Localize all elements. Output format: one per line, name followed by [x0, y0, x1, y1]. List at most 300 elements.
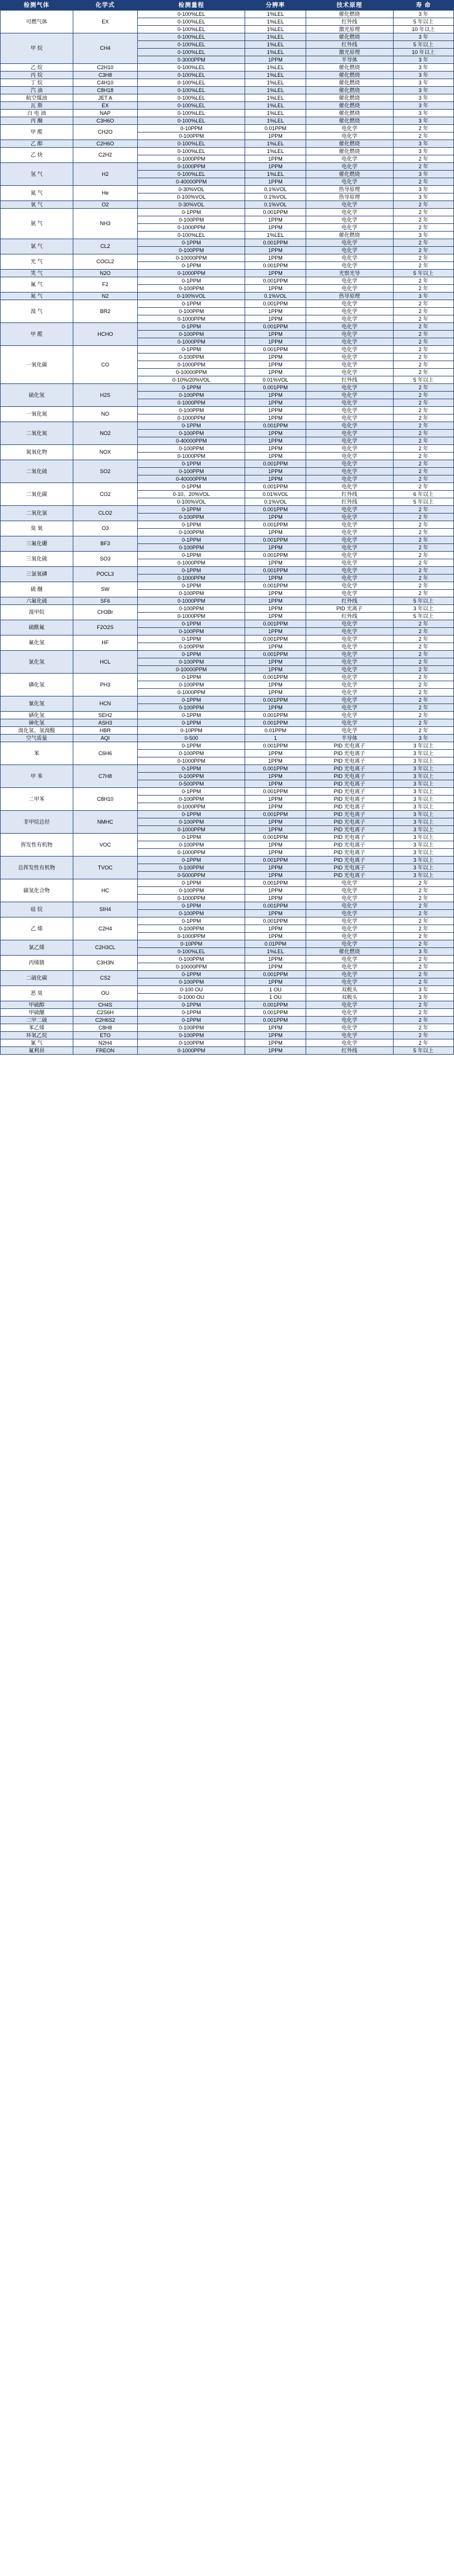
technology-cell: 电化学 [306, 315, 393, 323]
lifetime-cell: 2 年 [393, 331, 453, 338]
gas-name-cell: 环氧乙烷 [1, 1032, 73, 1039]
resolution-cell: 1%LEL [245, 79, 306, 87]
chemical-formula-cell: H2 [73, 163, 137, 186]
technology-cell: 电化学 [306, 422, 393, 430]
technology-cell: 电化学 [306, 620, 393, 628]
table-row [1, 742, 454, 750]
range-cell: 0-100PPM [137, 887, 245, 895]
resolution-cell: 1PPM [245, 361, 306, 369]
resolution-cell: 1PPM [245, 681, 306, 689]
chemical-formula-cell: COCL2 [73, 254, 137, 270]
lifetime-cell: 2 年 [393, 315, 453, 323]
technology-cell: 电化学 [306, 712, 393, 719]
table-row [1, 582, 454, 590]
resolution-cell: 1PPM [245, 453, 306, 460]
resolution-cell: 1PPM [245, 430, 306, 437]
lifetime-cell: 3 年 [393, 11, 453, 18]
chemical-formula-cell: N2O [73, 270, 137, 277]
table-row [1, 125, 454, 132]
technology-cell: 电化学 [306, 727, 393, 735]
range-cell: 0-1PPM [137, 582, 245, 590]
lifetime-cell: 2 年 [393, 575, 453, 582]
range-cell: 0-100PPM [137, 407, 245, 414]
technology-cell: PID 光电离子 [306, 857, 393, 864]
lifetime-cell: 2 年 [393, 132, 453, 140]
range-cell: 0-1PPM [137, 811, 245, 818]
lifetime-cell: 2 年 [393, 658, 453, 666]
technology-cell: 电化学 [306, 506, 393, 514]
lifetime-cell: 3 年 [393, 232, 453, 239]
range-cell: 0-10、20%VOL [137, 491, 245, 498]
lifetime-cell: 2 年 [393, 216, 453, 224]
lifetime-cell: 2 年 [393, 895, 453, 902]
technology-cell: 电化学 [306, 658, 393, 666]
gas-name-cell: 硫化氢 [1, 384, 73, 407]
range-cell: 0-100PPM [137, 681, 245, 689]
gas-name-cell: 碳氢化合物 [1, 879, 73, 902]
chemical-formula-cell: C8H8 [73, 1024, 137, 1032]
chemical-formula-cell: C8H18 [73, 87, 137, 94]
resolution-cell: 0.001PPM [245, 460, 306, 468]
lifetime-cell: 2 年 [393, 933, 453, 940]
range-cell: 0-100PPM [137, 643, 245, 651]
range-cell: 0-100PPM [137, 529, 245, 536]
technology-cell: 电化学 [306, 1039, 393, 1047]
table-row [1, 209, 454, 216]
gas-name-cell: 溴甲烷 [1, 605, 73, 620]
chemical-formula-cell: C3H3N [73, 956, 137, 971]
resolution-cell: 0.001PPM [245, 971, 306, 978]
technology-cell: 电化学 [306, 475, 393, 483]
range-cell: 0-100PPM [137, 658, 245, 666]
lifetime-cell: 2 年 [393, 430, 453, 437]
table-row [1, 94, 454, 102]
table-row [1, 445, 454, 453]
technology-cell: 电化学 [306, 1009, 393, 1017]
range-cell: 0-100PPM [137, 925, 245, 933]
resolution-cell: 0.001PPM [245, 567, 306, 575]
technology-cell: 电化学 [306, 338, 393, 346]
table-row [1, 971, 454, 978]
range-cell: 0-100PPM [137, 773, 245, 780]
resolution-cell: 1PPM [245, 872, 306, 879]
lifetime-cell: 2 年 [393, 559, 453, 567]
resolution-cell: 1PPM [245, 910, 306, 917]
resolution-cell: 0.001PPM [245, 917, 306, 925]
table-row [1, 651, 454, 658]
technology-cell: 电化学 [306, 407, 393, 414]
resolution-cell: 0.001PPM [245, 1017, 306, 1024]
technology-cell: 电化学 [306, 696, 393, 704]
range-cell: 0-1PPM [137, 674, 245, 681]
lifetime-cell: 3 年以上 [393, 765, 453, 773]
resolution-cell: 1PPM [245, 1032, 306, 1039]
chemical-formula-cell: SO3 [73, 552, 137, 567]
lifetime-cell: 3 年 [393, 171, 453, 178]
resolution-cell: 0.001PPM [245, 536, 306, 544]
range-cell: 0-100%LEL [137, 64, 245, 72]
resolution-cell: 1%LEL [245, 171, 306, 178]
resolution-cell: 1PPM [245, 613, 306, 620]
gas-name-cell: 乙 烯 [1, 917, 73, 940]
range-cell: 0-100PPM [137, 468, 245, 475]
range-cell: 0-100%LEL [137, 110, 245, 117]
technology-cell: 电化学 [306, 902, 393, 910]
technology-cell: 电化学 [306, 247, 393, 254]
resolution-cell: 0.001PPM [245, 788, 306, 796]
range-cell: 0-100PPM [137, 841, 245, 849]
resolution-cell: 0.001PPM [245, 674, 306, 681]
chemical-formula-cell: HBR [73, 727, 137, 735]
technology-cell: 电化学 [306, 666, 393, 674]
lifetime-cell: 2 年 [393, 224, 453, 232]
lifetime-cell: 2 年 [393, 887, 453, 895]
lifetime-cell: 2 年 [393, 620, 453, 628]
lifetime-cell: 3 年以上 [393, 826, 453, 834]
resolution-cell: 1%LEL [245, 110, 306, 117]
lifetime-cell: 2 年 [393, 308, 453, 315]
resolution-cell: 0.001PPM [245, 651, 306, 658]
range-cell: 0-1000PPM [137, 613, 245, 620]
technology-cell: 电化学 [306, 674, 393, 681]
gas-name-cell: 苯 [1, 742, 73, 765]
range-cell: 0-100PPM [137, 796, 245, 803]
technology-cell: PID 光电离子 [306, 773, 393, 780]
lifetime-cell: 3 年 [393, 994, 453, 1001]
technology-cell: 电化学 [306, 1032, 393, 1039]
lifetime-cell: 2 年 [393, 552, 453, 559]
resolution-cell: 0.01PPM [245, 727, 306, 735]
lifetime-cell: 5 年以上 [393, 1047, 453, 1055]
chemical-formula-cell: ETO [73, 1032, 137, 1039]
chemical-formula-cell: H2S [73, 384, 137, 407]
gas-name-cell: 氯 气 [1, 239, 73, 254]
lifetime-cell: 2 年 [393, 1024, 453, 1032]
gas-name-cell: 航空煤油 [1, 94, 73, 102]
table-row [1, 597, 454, 605]
resolution-cell: 1PPM [245, 529, 306, 536]
table-row [1, 277, 454, 285]
technology-cell: 电化学 [306, 331, 393, 338]
technology-cell: 电化学 [306, 559, 393, 567]
table-row [1, 293, 454, 300]
technology-cell: PID 光电离子 [306, 750, 393, 757]
technology-cell: 电化学 [306, 1024, 393, 1032]
chemical-formula-cell: NMHC [73, 811, 137, 834]
resolution-cell: 0.1%VOL [245, 186, 306, 193]
table-row [1, 986, 454, 994]
gas-name-cell: 汽 油 [1, 87, 73, 94]
table-row [1, 811, 454, 818]
range-cell: 0-1PPM [137, 834, 245, 841]
lifetime-cell: 2 年 [393, 719, 453, 727]
resolution-cell: 0.001PPM [245, 902, 306, 910]
resolution-cell: 1PPM [245, 407, 306, 414]
technology-cell: 半导体 [306, 56, 393, 64]
table-row [1, 384, 454, 392]
lifetime-cell: 2 年 [393, 125, 453, 132]
resolution-cell: 1PPM [245, 704, 306, 712]
lifetime-cell: 2 年 [393, 262, 453, 270]
lifetime-cell: 2 年 [393, 178, 453, 186]
gas-name-cell: 臭 氧 [1, 521, 73, 536]
lifetime-cell: 6 年以上 [393, 491, 453, 498]
technology-cell: 电化学 [306, 719, 393, 727]
technology-cell: 电化学 [306, 963, 393, 971]
chemical-formula-cell: HCN [73, 696, 137, 712]
resolution-cell: 1PPM [245, 331, 306, 338]
gas-name-cell: 二氧化氮 [1, 422, 73, 445]
technology-cell: 电化学 [306, 940, 393, 948]
resolution-cell: 1%LEL [245, 41, 306, 49]
resolution-cell: 1PPM [245, 308, 306, 315]
technology-cell: 电化学 [306, 933, 393, 940]
lifetime-cell: 10 年以上 [393, 26, 453, 33]
table-row [1, 536, 454, 544]
resolution-cell: 1%LEL [245, 33, 306, 41]
range-cell: 0-1PPM [137, 1009, 245, 1017]
technology-cell: 电化学 [306, 430, 393, 437]
chemical-formula-cell: CLO2 [73, 506, 137, 521]
lifetime-cell: 2 年 [393, 674, 453, 681]
range-cell: 0-100%LEL [137, 171, 245, 178]
technology-cell: 电化学 [306, 262, 393, 270]
lifetime-cell: 2 年 [393, 681, 453, 689]
lifetime-cell: 2 年 [393, 712, 453, 719]
table-row [1, 163, 454, 171]
technology-cell: 电化学 [306, 529, 393, 536]
lifetime-cell: 2 年 [393, 590, 453, 597]
resolution-cell: 1 OU [245, 994, 306, 1001]
lifetime-cell: 3 年 [393, 56, 453, 64]
table-row [1, 186, 454, 193]
range-cell: 0-500 [137, 735, 245, 742]
resolution-cell: 0.1%VOL [245, 498, 306, 506]
technology-cell: 电化学 [306, 460, 393, 468]
column-header-technology: 技术原理 [306, 1, 393, 11]
range-cell: 0-100%LEL [137, 26, 245, 33]
range-cell: 0-100PPM [137, 132, 245, 140]
technology-cell: 电化学 [306, 910, 393, 917]
range-cell: 0-1000PPM [137, 414, 245, 422]
range-cell: 0-100PPM [137, 590, 245, 597]
gas-name-cell: 白 电 油 [1, 110, 73, 117]
table-row [1, 1024, 454, 1032]
resolution-cell: 0.001PPM [245, 300, 306, 308]
chemical-formula-cell: HC [73, 879, 137, 902]
gas-name-cell: 瓦 斯 [1, 102, 73, 110]
resolution-cell: 0.001PPM [245, 834, 306, 841]
lifetime-cell: 2 年 [393, 201, 453, 209]
technology-cell: PID 光电离子 [306, 811, 393, 818]
resolution-cell: 0.001PPM [245, 811, 306, 818]
table-row [1, 696, 454, 704]
range-cell: 0-100PPM [137, 605, 245, 613]
lifetime-cell: 2 年 [393, 704, 453, 712]
chemical-formula-cell: HCHO [73, 323, 137, 346]
range-cell: 0-1PPM [137, 635, 245, 643]
technology-cell: 电化学 [306, 575, 393, 582]
chemical-formula-cell: C7H8 [73, 765, 137, 788]
technology-cell: 电化学 [306, 917, 393, 925]
lifetime-cell: 2 年 [393, 369, 453, 376]
lifetime-cell: 2 年 [393, 529, 453, 536]
resolution-cell: 1PPM [245, 155, 306, 163]
range-cell: 0-1PPM [137, 277, 245, 285]
technology-cell: 电化学 [306, 445, 393, 453]
resolution-cell: 1PPM [245, 437, 306, 445]
technology-cell: PID 光电离子 [306, 834, 393, 841]
range-cell: 0-100 OU [137, 986, 245, 994]
gas-name-cell: 一氧化氮 [1, 407, 73, 422]
gas-name-cell: 总挥发性有机物 [1, 857, 73, 879]
technology-cell: 红外线 [306, 613, 393, 620]
lifetime-cell: 3 年以上 [393, 834, 453, 841]
resolution-cell: 1PPM [245, 315, 306, 323]
gas-name-cell: 二氧化硫 [1, 460, 73, 483]
range-cell: 0-100%LEL [137, 948, 245, 956]
table-row [1, 422, 454, 430]
lifetime-cell: 2 年 [393, 285, 453, 293]
chemical-formula-cell: CO [73, 346, 137, 384]
gas-name-cell: 三氯氧磷 [1, 567, 73, 582]
table-row [1, 102, 454, 110]
gas-name-cell: 氰 气 [1, 1039, 73, 1047]
resolution-cell: 0.001PPM [245, 1001, 306, 1009]
technology-cell: 催化燃烧 [306, 110, 393, 117]
table-row [1, 270, 454, 277]
resolution-cell: 0.001PPM [245, 696, 306, 704]
chemical-formula-cell: SEH2 [73, 712, 137, 719]
lifetime-cell: 3 年 [393, 79, 453, 87]
range-cell: 0-1PPM [137, 567, 245, 575]
range-cell: 0-1PPM [137, 917, 245, 925]
table-row [1, 567, 454, 575]
gas-name-cell: 氰化氢 [1, 696, 73, 712]
technology-cell: 电化学 [306, 887, 393, 895]
range-cell: 0-1000PPM [137, 224, 245, 232]
range-cell: 0-1PPM [137, 712, 245, 719]
range-cell: 0-100%VOL [137, 193, 245, 201]
resolution-cell: 0.001PPM [245, 719, 306, 727]
technology-cell: 电化学 [306, 681, 393, 689]
resolution-cell: 0.001PPM [245, 384, 306, 392]
table-row [1, 1017, 454, 1024]
range-cell: 0-100%LEL [137, 11, 245, 18]
table-row [1, 605, 454, 613]
resolution-cell: 0.01PPM [245, 125, 306, 132]
technology-cell: 电化学 [306, 163, 393, 171]
table-header [1, 1, 454, 11]
resolution-cell: 1PPM [245, 773, 306, 780]
table-row [1, 300, 454, 308]
range-cell: 0-40000PPM [137, 475, 245, 483]
resolution-cell: 0.01PPM [245, 940, 306, 948]
table-row [1, 64, 454, 72]
technology-cell: 电化学 [306, 956, 393, 963]
gas-name-cell: 一氧化碳 [1, 346, 73, 384]
resolution-cell: 1PPM [245, 559, 306, 567]
range-cell: 0-100PPM [137, 514, 245, 521]
lifetime-cell: 5 年以上 [393, 18, 453, 26]
technology-cell: 电化学 [306, 521, 393, 529]
gas-name-cell: 氧 气 [1, 201, 73, 209]
lifetime-cell: 2 年 [393, 925, 453, 933]
technology-cell: 电化学 [306, 132, 393, 140]
chemical-formula-cell: C2H6S2 [73, 1017, 137, 1024]
lifetime-cell: 2 年 [393, 971, 453, 978]
range-cell: 0-1PPM [137, 262, 245, 270]
range-cell: 0-100PPM [137, 956, 245, 963]
table-row [1, 11, 454, 18]
resolution-cell: 1PPM [245, 887, 306, 895]
resolution-cell: 1PPM [245, 666, 306, 674]
resolution-cell: 1PPM [245, 780, 306, 788]
technology-cell: PID 光电离子 [306, 803, 393, 811]
technology-cell: 电化学 [306, 978, 393, 986]
resolution-cell: 1%LEL [245, 117, 306, 125]
lifetime-cell: 2 年 [393, 1017, 453, 1024]
range-cell: 0-1PPM [137, 521, 245, 529]
resolution-cell: 1PPM [245, 1047, 306, 1055]
chemical-formula-cell: POCL3 [73, 567, 137, 582]
gas-name-cell: 氯乙烯 [1, 940, 73, 956]
technology-cell: 电化学 [306, 635, 393, 643]
table-row [1, 239, 454, 247]
lifetime-cell: 2 年 [393, 407, 453, 414]
technology-cell: 电化学 [306, 590, 393, 597]
lifetime-cell: 2 年 [393, 475, 453, 483]
column-header-resolution: 分辨率 [245, 1, 306, 11]
column-header-range: 检测量程 [137, 1, 245, 11]
technology-cell: 电化学 [306, 536, 393, 544]
range-cell: 0-1000 OU [137, 994, 245, 1001]
technology-cell: 催化燃烧 [306, 148, 393, 155]
technology-cell: 催化燃烧 [306, 117, 393, 125]
range-cell: 0-100%LEL [137, 87, 245, 94]
lifetime-cell: 3 年以上 [393, 757, 453, 765]
chemical-formula-cell: C6H6 [73, 742, 137, 765]
lifetime-cell: 2 年 [393, 445, 453, 453]
lifetime-cell: 2 年 [393, 209, 453, 216]
technology-cell: 电化学 [306, 925, 393, 933]
resolution-cell: 1%LEL [245, 11, 306, 18]
table-row [1, 917, 454, 925]
resolution-cell: 1PPM [245, 895, 306, 902]
range-cell: 0-100PPM [137, 818, 245, 826]
lifetime-cell: 2 年 [393, 506, 453, 514]
gas-name-cell: 溴化氢、氢溴酸 [1, 727, 73, 735]
technology-cell: 电化学 [306, 361, 393, 369]
resolution-cell: 0.001PPM [245, 521, 306, 529]
lifetime-cell: 3 年 [393, 193, 453, 201]
table-row [1, 1001, 454, 1009]
range-cell: 0-100%LEL [137, 79, 245, 87]
chemical-formula-cell: PH3 [73, 674, 137, 696]
table-row [1, 940, 454, 948]
technology-cell: PID 光电离子 [306, 826, 393, 834]
resolution-cell: 0.001PPM [245, 1009, 306, 1017]
technology-cell: 电化学 [306, 178, 393, 186]
resolution-cell: 1PPM [245, 925, 306, 933]
gas-name-cell: 光 气 [1, 254, 73, 270]
technology-cell: 催化燃烧 [306, 102, 393, 110]
column-header-formula: 化学式 [73, 1, 137, 11]
range-cell: 0-100%LEL [137, 140, 245, 148]
lifetime-cell: 3 年 [393, 87, 453, 94]
range-cell: 0-100PPM [137, 628, 245, 635]
resolution-cell: 1PPM [245, 689, 306, 696]
